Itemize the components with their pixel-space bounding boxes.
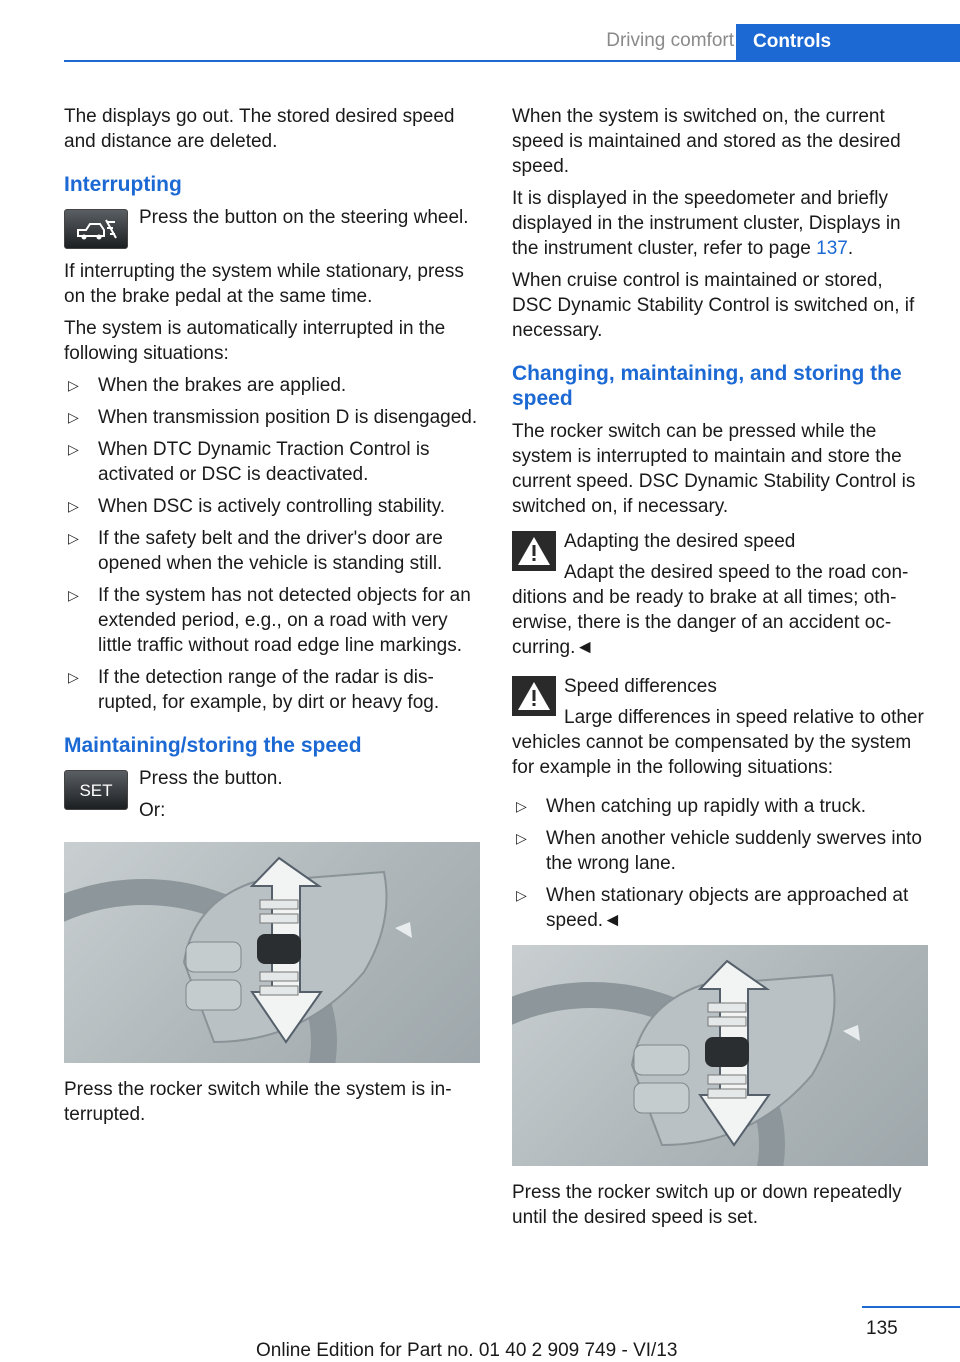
speed-difference-list xyxy=(512,794,928,933)
heading-maintaining: Maintaining/storing the speed xyxy=(64,734,362,757)
page-number: 135 xyxy=(866,1318,898,1339)
list-item: ▷ When the brakes are applied. xyxy=(68,375,347,396)
warning-title: Adapting the desired speed xyxy=(564,531,796,552)
interrupt-situations-list xyxy=(64,373,480,715)
instruction-text: Press the button on the steering wheel. xyxy=(139,207,469,228)
list-item: ▷ When stationary objects are approached at speed.◄ xyxy=(516,885,909,931)
paragraph: The rocker switch can be pressed while the system is interrupted to maintain and store the current speed. DSC Dynamic Stability Control is switched on, if necessary. xyxy=(512,421,916,517)
warning-title: Speed differences xyxy=(564,676,717,697)
steering-wheel-rocker-figure xyxy=(64,842,480,1063)
paragraph: The displays go out. The stored desired speed and distance are deleted. xyxy=(64,106,455,152)
list-item: ▷ When DSC is actively controlling stability. xyxy=(68,496,446,517)
steering-wheel-rocker-figure xyxy=(512,945,928,1166)
paragraph: It is displayed in the speedometer and briefly displayed in the instrument cluster, Displays in the instrument cluster, refer to page 137. xyxy=(512,188,901,259)
page-reference-link[interactable]: 137 xyxy=(816,238,848,259)
list-item: ▷ When catching up rapidly with a truck. xyxy=(516,796,866,817)
bullet-triangle-icon: ▷ xyxy=(516,887,527,903)
paragraph: If interrupting the system while stationary, press on the brake pedal at the same time. xyxy=(64,261,464,307)
bullet-triangle-icon: ▷ xyxy=(68,530,79,546)
bullet-triangle-icon: ▷ xyxy=(516,830,527,846)
paragraph: Press the rocker switch up or down repeatedly until the desired speed is set. xyxy=(512,1182,902,1228)
list-item: ▷ When transmission position D is disengaged. xyxy=(68,407,478,428)
paragraph: Press the rocker switch while the system is interrupted. xyxy=(64,1079,452,1125)
bullet-triangle-icon: ▷ xyxy=(516,798,527,814)
right-column xyxy=(512,104,928,1237)
header-rule xyxy=(64,60,960,62)
bullet-triangle-icon: ▷ xyxy=(68,587,79,603)
footer-rule xyxy=(862,1306,960,1308)
set-button-icon: SET xyxy=(64,770,128,810)
bullet-triangle-icon: ▷ xyxy=(68,409,79,425)
list-item: ▷ If the system has not detected objects for an extended period, e.g., on a road with very little traffic without road edge line markings. xyxy=(68,585,471,656)
heading-changing: Changing, maintaining, and storing the speed xyxy=(512,362,902,410)
interrupt-instruction xyxy=(64,205,480,249)
instruction-text: Or: xyxy=(139,800,166,821)
paragraph: When cruise control is maintained or stored, DSC Dynamic Stability Control is switched on, if necessary. xyxy=(512,270,915,341)
heading-interrupting: Interrupting xyxy=(64,173,182,196)
list-item: ▷ When DTC Dynamic Traction Control is activated or DSC is deactivated. xyxy=(68,439,430,485)
warning-block xyxy=(512,674,928,780)
list-item: ▷ If the safety belt and the driver's door are opened when the vehicle is standing still. xyxy=(68,528,443,574)
warning-text: Large differences in speed relative to other vehicles cannot be compensated by the system for example in the following situations: xyxy=(512,707,924,778)
bullet-triangle-icon: ▷ xyxy=(68,441,79,457)
paragraph: When the system is switched on, the current speed is maintained and stored as the desired speed. xyxy=(512,106,901,177)
warning-icon xyxy=(512,531,556,571)
header-tab: Controls xyxy=(736,24,960,62)
paragraph: The system is automatically interrupted in the following situations: xyxy=(64,318,446,364)
instruction-text: Press the button. xyxy=(139,768,283,789)
list-item: ▷ If the detection range of the radar is disrupted, for example, by dirt or heavy fog. xyxy=(68,667,440,713)
warning-icon xyxy=(512,676,556,716)
set-instruction xyxy=(64,766,480,830)
bullet-triangle-icon: ▷ xyxy=(68,377,79,393)
bullet-triangle-icon: ▷ xyxy=(68,498,79,514)
edition-text: Online Edition for Part no. 01 40 2 909 749 - VI/13 xyxy=(256,1340,678,1361)
list-item: ▷ When another vehicle suddenly swerves into the wrong lane. xyxy=(516,828,922,874)
bullet-triangle-icon: ▷ xyxy=(68,669,79,685)
left-column xyxy=(64,104,480,1134)
cruise-interrupt-icon xyxy=(64,209,128,249)
warning-text: Adapt the desired speed to the road conditions and be ready to brake at all times; otherwise, there is the danger of an accident occurring.◄ xyxy=(512,562,909,658)
warning-block xyxy=(512,529,928,660)
page-header xyxy=(64,24,960,62)
header-section: Driving comfort xyxy=(606,30,734,51)
